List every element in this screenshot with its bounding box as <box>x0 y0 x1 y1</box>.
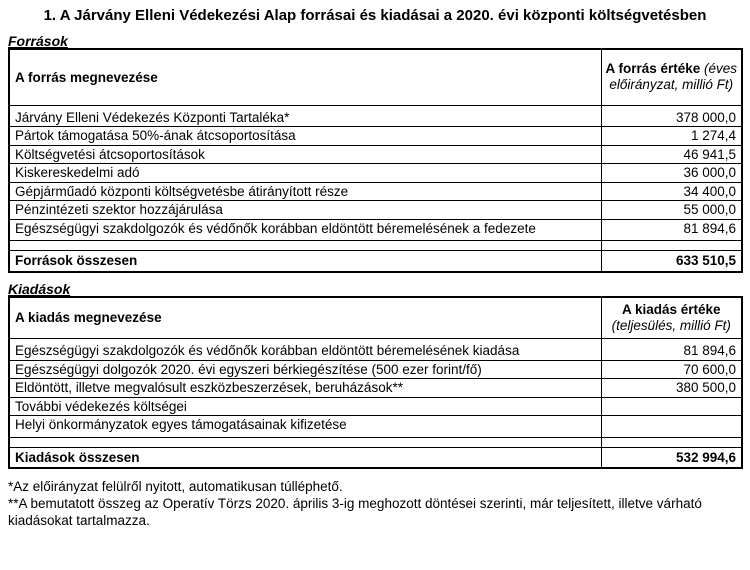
footnote-2: **A bemutatott összeg az Operatív Törzs 2020. április 3-ig meghozott döntései szerinti, már teljesített, illetve várható kiadásokat tartalmazza. <box>8 496 702 528</box>
row-value: 46 941,5 <box>601 145 742 164</box>
sources-name-column-header: A forrás megnevezése <box>9 49 601 105</box>
table-row <box>9 201 742 220</box>
footnotes <box>8 478 742 529</box>
document-page: 1. A Járvány Elleni Védekezési Alap forrásai és kiadásai a 2020. évi központi költségvetésben Források A forrás megnevezése A forrás értéke (éves előirányzat, millió Ft) Járvány Elleni Védekezés Központi Tartaléka* 378 000,0 Pártok támogatása 50%-ának átcsoportosítása 1 274,4 Költségvetési átcsoportosítások 46 941,5 Kiskereskedelmi adó 36 000,0 Gépjárműadó központi költségvetésbe átirányított része 34 400,0 Pénzintézeti szektor hozzájárulása 55 000,0 Egészségügyi szakdolgozók és védőnők korábban eldöntött béremelésének a fedezete 81 894,6 Források összesen 633 510,5 Kiadások A kiadás megnevezése A kiadás értéke (teljesülés, millió Ft) Egészségügyi szakdolgozók és védőnők korábban eldöntött béremelésének kiadása 81 894,6 Egészségügyi dolgozók 2020. évi egyszeri bérkiegészítése (500 ezer forint/fő) 70 600,0 Eldöntött, illetve megvalósult eszközbeszerzések, beruházások** 380 500,0 További védekezés költségei Helyi önkormányzatok egyes támogatásainak kifizetése Kiadások összesen 532 994,6 *Az előirányzat felülről nyitott, automatikusan túlléphető. **A bemutatott összeg az Operatív Törzs 2020. április 3-ig meghozott döntései szerinti, már teljesített, illetve várható kiadásokat tartalmazza. <box>0 0 750 570</box>
row-value: 36 000,0 <box>601 164 742 183</box>
row-label: Pártok támogatása 50%-ának átcsoportosítása <box>9 127 601 146</box>
row-label: Járvány Elleni Védekezés Központi Tartaléka* <box>9 105 601 127</box>
row-value: 55 000,0 <box>601 201 742 220</box>
table-row <box>9 105 742 127</box>
table-row <box>9 127 742 146</box>
row-label: Kiskereskedelmi adó <box>9 164 601 183</box>
table-row <box>9 379 742 398</box>
expenses-header-row <box>9 297 742 339</box>
row-label: Eldöntött, illetve megvalósult eszközbeszerzések, beruházások** <box>9 379 601 398</box>
sources-total-label: Források összesen <box>9 251 601 272</box>
spacer-row <box>9 241 742 251</box>
row-value: 378 000,0 <box>601 105 742 127</box>
row-label: Egészségügyi szakdolgozók és védőnők korábban eldöntött béremelésének kiadása <box>9 339 601 361</box>
spacer-row <box>9 437 742 447</box>
expenses-name-column-header: A kiadás megnevezése <box>9 297 601 339</box>
expenses-value-header-unit: (teljesülés, millió Ft) <box>611 317 731 333</box>
row-value: 81 894,6 <box>601 219 742 241</box>
expenses-total-label: Kiadások összesen <box>9 447 601 468</box>
row-value: 34 400,0 <box>601 182 742 201</box>
sources-header-row <box>9 49 742 105</box>
row-label: Gépjárműadó központi költségvetésbe átirányított része <box>9 182 601 201</box>
expenses-value-header-title: A kiadás értéke <box>621 301 721 317</box>
expenses-table <box>8 296 743 470</box>
row-label: Költségvetési átcsoportosítások <box>9 145 601 164</box>
table-row <box>9 219 742 241</box>
expenses-total-row <box>9 447 742 468</box>
table-row <box>9 164 742 183</box>
table-row <box>9 145 742 164</box>
row-label: Egészségügyi dolgozók 2020. évi egyszeri bérkiegészítése (500 ezer forint/fő) <box>9 360 601 379</box>
sources-value-column-header <box>601 49 742 105</box>
sources-table <box>8 48 743 273</box>
spacer-cell <box>601 437 742 447</box>
row-label: További védekezés költségei <box>9 397 601 416</box>
row-value: 70 600,0 <box>601 360 742 379</box>
table-row <box>9 397 742 416</box>
spacer-cell <box>9 437 601 447</box>
row-value <box>601 397 742 416</box>
table-row <box>9 182 742 201</box>
sources-value-header-unit: (éves előirányzat, millió Ft) <box>609 61 738 93</box>
spacer-cell <box>601 241 742 251</box>
row-value: 380 500,0 <box>601 379 742 398</box>
row-value: 81 894,6 <box>601 339 742 361</box>
row-label: Helyi önkormányzatok egyes támogatásainak kifizetése <box>9 416 601 438</box>
row-label: Egészségügyi szakdolgozók és védőnők korábban eldöntött béremelésének a fedezete <box>9 219 601 241</box>
footnote-1: *Az előirányzat felülről nyitott, automatikusan túlléphető. <box>8 479 343 494</box>
sources-total-value: 633 510,5 <box>601 251 742 272</box>
expenses-total-value: 532 994,6 <box>601 447 742 468</box>
table-row <box>9 339 742 361</box>
page-title: 1. A Járvány Elleni Védekezési Alap forrásai és kiadásai a 2020. évi központi költségvetésben <box>43 7 707 24</box>
row-value: 1 274,4 <box>601 127 742 146</box>
row-value <box>601 416 742 438</box>
sources-value-header-title: A forrás értéke <box>605 61 701 77</box>
sources-total-row <box>9 251 742 272</box>
table-row <box>9 416 742 438</box>
spacer-cell <box>9 241 601 251</box>
expenses-value-column-header <box>601 297 742 339</box>
row-label: Pénzintézeti szektor hozzájárulása <box>9 201 601 220</box>
table-row <box>9 360 742 379</box>
